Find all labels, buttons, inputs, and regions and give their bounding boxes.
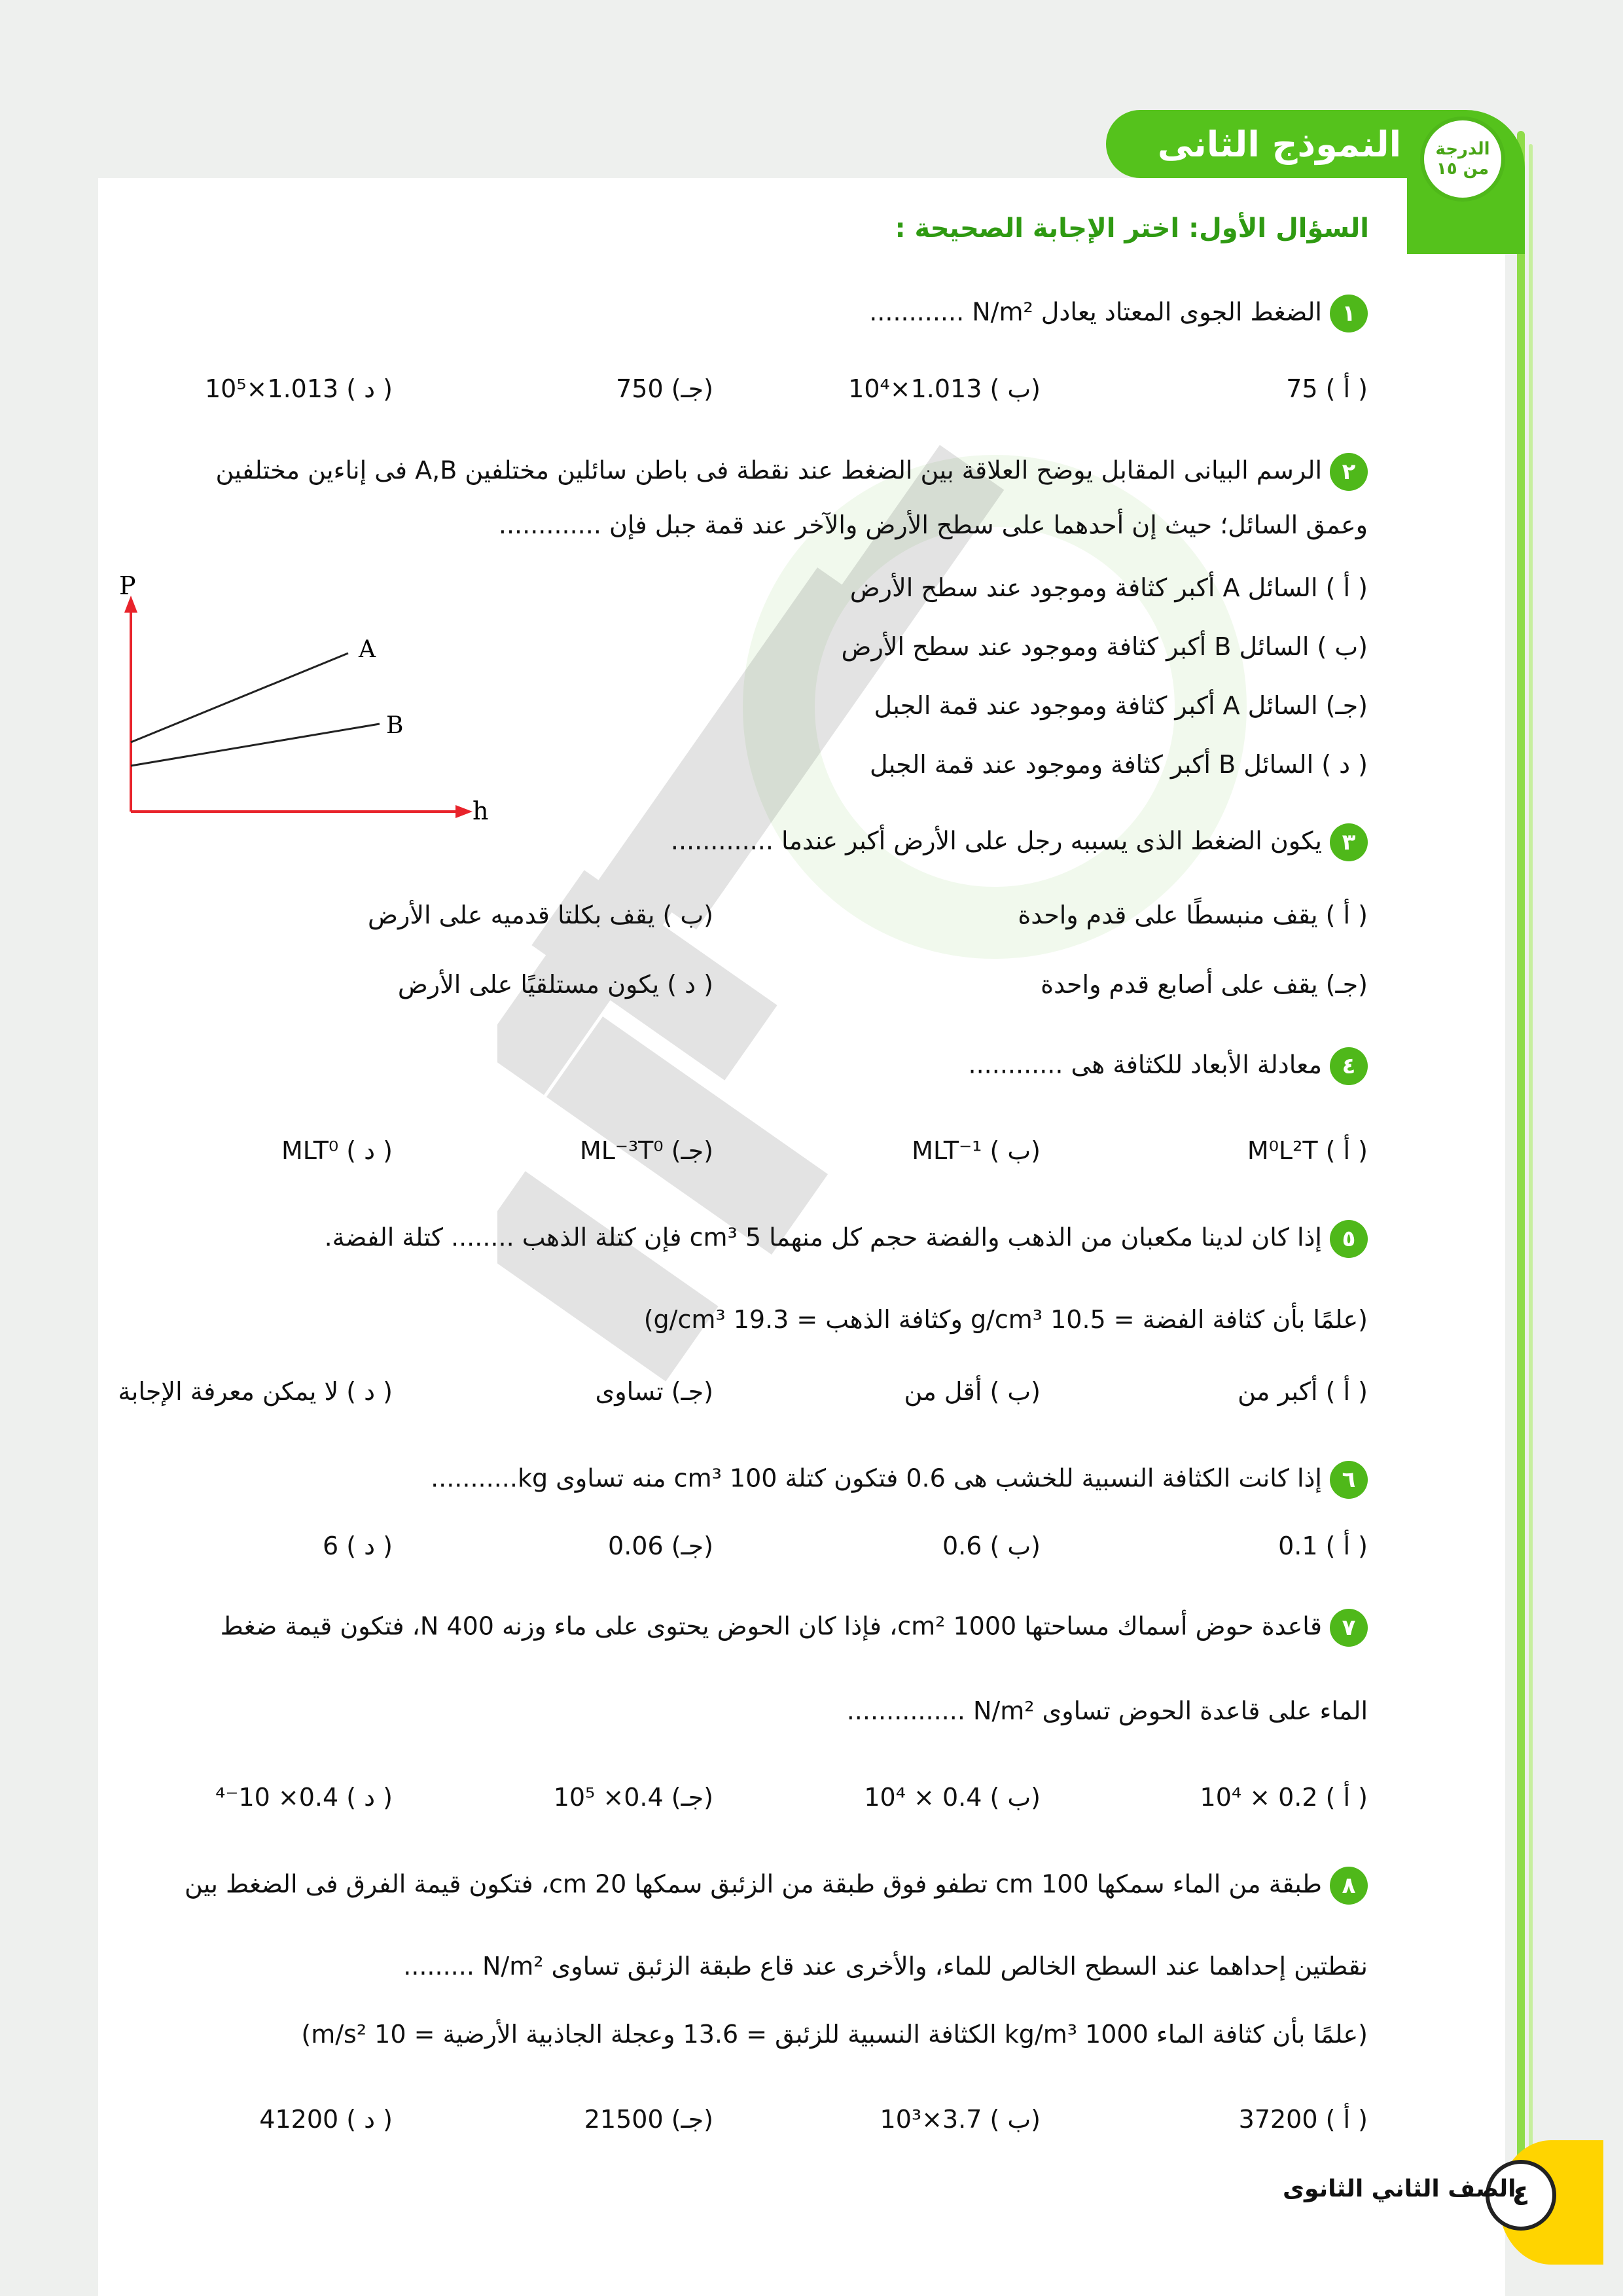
grade-label: الدرجة — [1435, 139, 1490, 159]
grade-value: من ١٥ — [1436, 159, 1489, 179]
question-8 — [185, 1867, 1368, 1905]
option-c[interactable]: (جـ) 750 — [616, 374, 713, 403]
option-a[interactable]: ( أ ) 37200 — [1238, 2105, 1368, 2134]
option-c[interactable]: (جـ) 21500 — [584, 2105, 713, 2134]
line-a — [131, 653, 348, 742]
y-axis-label: P — [119, 576, 136, 600]
option-a[interactable]: ( أ ) 0.2 × 10⁴ — [1200, 1783, 1368, 1812]
option-d[interactable]: ( د ) 1.013×10⁵ — [204, 374, 393, 403]
option-c[interactable]: (جـ) السائل A أكبر كثافة وموجود عند قمة الجبل — [874, 691, 1368, 720]
question-text-line1: قاعدة حوض أسماك مساحتها 1000 cm²، فإذا كان الحوض يحتوى على ماء وزنه 400 N، فتكون قيمة ضغط — [220, 1611, 1322, 1641]
x-axis-label: h — [473, 797, 489, 825]
question-text-line1: الرسم البيانى المقابل يوضح العلاقة بين الضغط عند نقطة فى باطن سائلين مختلفين A,B فى إناءين مختلفين — [215, 456, 1322, 485]
question-1 — [869, 295, 1368, 332]
option-b[interactable]: (ب ) 0.4 × 10⁴ — [864, 1783, 1041, 1812]
footer-grade-text: الصف الثاني الثانوى — [1283, 2176, 1516, 2202]
question-number: ٤ — [1330, 1047, 1368, 1085]
option-d[interactable]: ( د ) 0.4× 10⁻⁴ — [215, 1783, 393, 1812]
option-d[interactable]: ( د ) 6 — [323, 1532, 393, 1560]
option-c[interactable]: (جـ) يقف على أصابع قدم واحدة — [1041, 970, 1368, 999]
question-text: إذا كان لدينا مكعبان من الذهب والفضة حجم كل منهما 5 cm³ فإن كتلة الذهب ........ كتلة الفضة. — [324, 1223, 1322, 1252]
pressure-depth-graph — [105, 576, 537, 838]
option-a[interactable]: ( أ ) 0.1 — [1278, 1532, 1368, 1560]
question-5 — [325, 1220, 1368, 1258]
question-note: (علمًا بأن كثافة الفضة = 10.5 g/cm³ وكثافة الذهب = 19.3 g/cm³) — [643, 1305, 1368, 1334]
question-text: الضغط الجوى المعتاد يعادل N/m² ............ — [869, 297, 1322, 327]
option-d[interactable]: ( د ) السائل B أكبر كثافة وموجود عند قمة الجبل — [869, 750, 1368, 779]
question-number: ٥ — [1330, 1220, 1368, 1258]
page-title: النموذج الثانى — [1106, 110, 1453, 178]
section-title: السؤال الأول: اختر الإجابة الصحيحة : — [895, 213, 1369, 243]
question-4 — [969, 1047, 1368, 1085]
option-c[interactable]: (جـ) تساوى — [595, 1377, 713, 1406]
line-a-label: A — [359, 636, 376, 663]
question-text-line1: طبقة من الماء سمكها 100 cm تطفو فوق طبقة من الزئبق سمكها 20 cm، فتكون قيمة الفرق فى الضغط بين — [185, 1869, 1322, 1899]
option-b[interactable]: (ب ) MLT⁻¹ — [912, 1136, 1041, 1165]
option-a[interactable]: ( أ ) M⁰L²T — [1247, 1136, 1368, 1165]
option-b[interactable]: (ب ) 1.013×10⁴ — [848, 374, 1041, 403]
grade-badge — [1420, 117, 1505, 202]
option-c[interactable]: (جـ) ML⁻³T⁰ — [579, 1136, 713, 1165]
question-6 — [431, 1461, 1368, 1499]
question-text: معادلة الأبعاد للكثافة هى ............ — [968, 1050, 1322, 1079]
option-d[interactable]: ( د ) 41200 — [259, 2105, 393, 2134]
question-number: ٨ — [1330, 1867, 1368, 1905]
option-b[interactable]: (ب ) يقف بكلتا قدميه على الأرض — [368, 901, 713, 929]
question-number: ٣ — [1330, 823, 1368, 861]
line-b-label: B — [386, 712, 404, 739]
option-c[interactable]: (جـ) 0.06 — [608, 1532, 713, 1560]
question-number: ٧ — [1330, 1609, 1368, 1647]
option-a[interactable]: ( أ ) السائل A أكبر كثافة وموجود عند سطح الأرض — [849, 573, 1368, 602]
option-a[interactable]: ( أ ) 75 — [1286, 374, 1368, 403]
line-b — [131, 724, 380, 766]
question-note: (علمًا بأن كثافة الماء 1000 kg/m³ الكثافة النسبية للزئبق = 13.6 وعجلة الجاذبية الأرضية = 10 m/s²) — [301, 2020, 1368, 2049]
question-3 — [671, 823, 1368, 861]
x-axis-arrow — [455, 805, 473, 818]
option-d[interactable]: ( د ) يكون مستلقيًا على الأرض — [397, 970, 713, 999]
option-b[interactable]: (ب ) أقل من — [904, 1377, 1041, 1406]
question-7 — [221, 1609, 1368, 1647]
option-d[interactable]: ( د ) MLT⁰ — [281, 1136, 393, 1165]
question-number: ٦ — [1330, 1461, 1368, 1499]
option-b[interactable]: (ب ) 3.7×10³ — [880, 2105, 1041, 2134]
question-text-line2: الماء على قاعدة الحوض تساوى N/m² ............... — [846, 1696, 1368, 1725]
option-a[interactable]: ( أ ) أكبر من — [1238, 1377, 1368, 1406]
question-text: إذا كانت الكثافة النسبية للخشب هى 0.6 فتكون كتلة 100 cm³ منه تساوى kg........... — [431, 1463, 1322, 1493]
question-text: يكون الضغط الذى يسببه رجل على الأرض أكبر عندما ............. — [670, 826, 1322, 855]
option-c[interactable]: (جـ) 0.4× 10⁵ — [553, 1783, 713, 1812]
question-text-line2: نقطتين إحداهما عند السطح الخالص للماء، والأخرى عند قاع طبقة الزئبق تساوى N/m² ......... — [403, 1952, 1368, 1981]
option-b[interactable]: (ب ) السائل B أكبر كثافة وموجود عند سطح الأرض — [841, 632, 1368, 661]
option-d[interactable]: ( د ) لا يمكن معرفة الإجابة — [118, 1377, 393, 1406]
option-b[interactable]: (ب ) 0.6 — [942, 1532, 1041, 1560]
question-number: ١ — [1330, 295, 1368, 332]
option-a[interactable]: ( أ ) يقف منبسطًا على قدم واحدة — [1018, 901, 1368, 929]
green-border-stripe — [1517, 131, 1525, 2166]
question-text-line2: وعمق السائل؛ حيث إن أحدهما على سطح الأرض والآخر عند قمة جبل فإن ............. — [498, 511, 1368, 539]
question-number: ٢ — [1330, 453, 1368, 491]
question-2 — [215, 453, 1368, 491]
page-number: ٤ — [1486, 2160, 1556, 2231]
green-border-stripe-light — [1529, 144, 1533, 2160]
